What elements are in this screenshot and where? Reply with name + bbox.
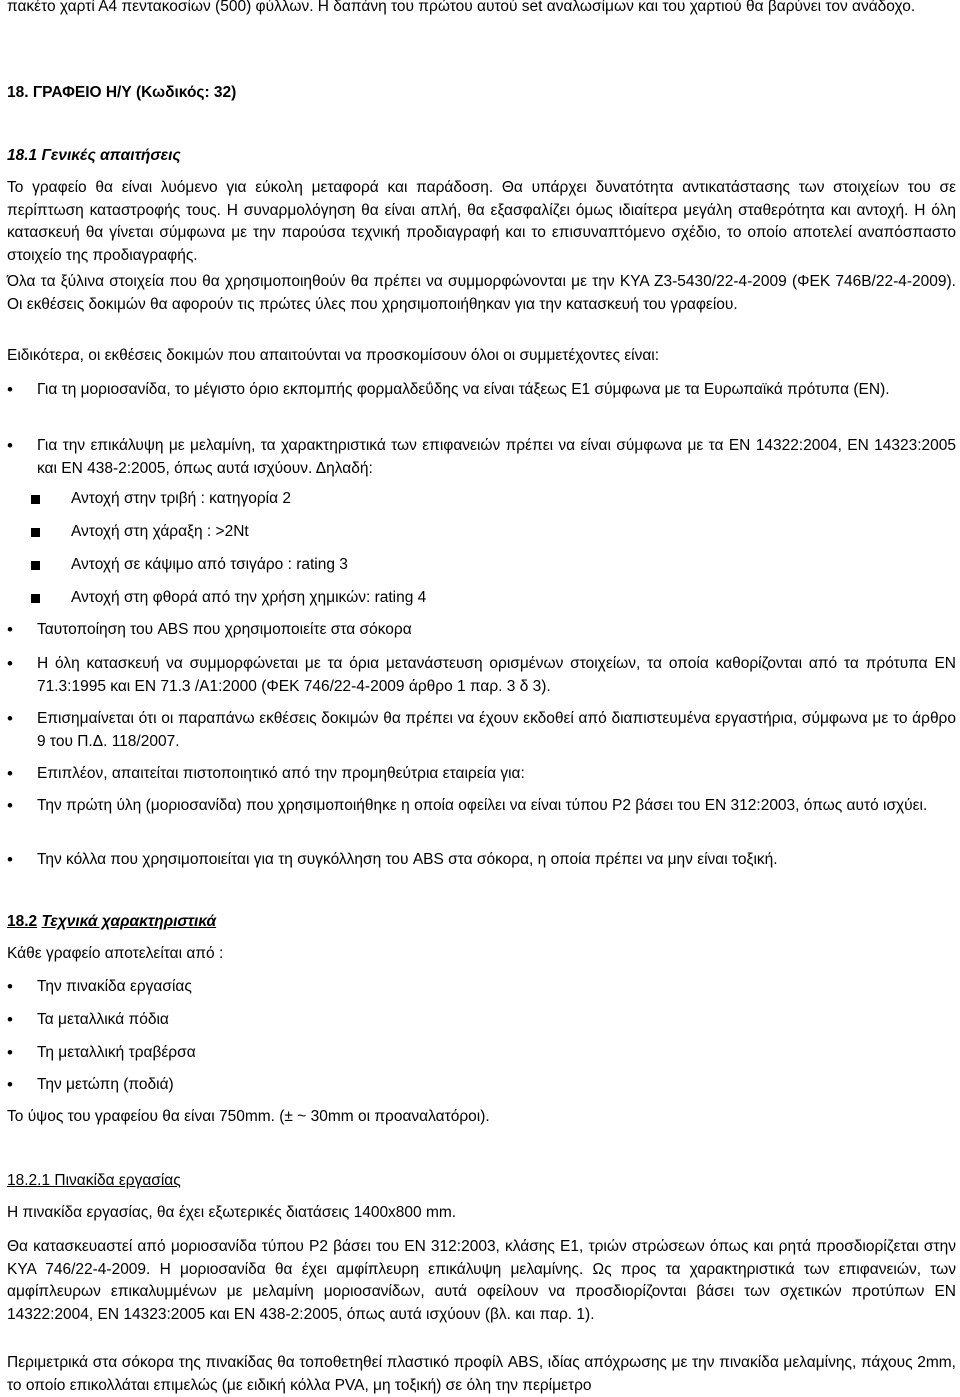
square-bullet-icon — [7, 554, 27, 578]
sub-list-item — [7, 587, 956, 610]
subsection-heading-18-2 — [7, 911, 956, 934]
list-item-text: Την κόλλα που χρησιμοποιείται για τη συγκόλληση του ABS στα σόκορα, η οποία πρέπει να μην είναι τοξική. — [37, 851, 778, 868]
list-item — [7, 849, 956, 872]
sub-list-item-text: Αντοχή στην τριβή : κατηγορία 2 — [71, 490, 291, 507]
list-item-text: Για την επικάλυψη με μελαμίνη, τα χαρακτηριστικά των επιφανειών πρέπει να είναι σύμφωνα με τα ΕΝ 14322:2004, ΕΝ 14323:2005 και ΕΝ 438-2:2005, όπως αυτά ισχύουν. Δηλαδή: — [37, 437, 956, 477]
list-item — [7, 1074, 956, 1097]
list-item — [7, 1042, 956, 1065]
list-item — [7, 653, 956, 699]
list-item — [7, 763, 956, 786]
bullet-icon: • — [7, 850, 13, 869]
bullet-icon: • — [7, 380, 13, 399]
bullet-icon: • — [7, 654, 13, 673]
bullet-icon: • — [7, 709, 13, 728]
intro-paragraph: πακέτο χαρτί Α4 πεντακοσίων (500) φύλλων. Η δαπάνη του πρώτου αυτού set αναλωσίμων και του χαρτιού θα βαρύνει τον ανάδοχο. — [7, 0, 916, 15]
list-item-text: Η όλη κατασκευή να συμμορφώνεται με τα όρια μετανάστευση ορισμένων στοιχείων, τα οποία καθορίζονται από τα πρότυπα ΕΝ 71.3:1995 και ΕΝ 71.3 /Α1:2000 (ΦΕΚ 746/22-4-2009 άρθρο 1 παρ. 3 δ 3). — [37, 655, 956, 695]
list-item-text: Ταυτοποίηση του ABS που χρησιμοποιείτε στα σόκορα — [37, 621, 412, 638]
list-item-text: Επισημαίνεται ότι οι παραπάνω εκθέσεις δοκιμών θα πρέπει να έχουν εκδοθεί από διαπιστευμένα εργαστήρια, σύμφωνα με το άρθρο 9 του Π.Δ. 118/2007. — [37, 710, 956, 750]
list-item — [7, 619, 956, 642]
square-bullet-icon — [7, 488, 27, 512]
sub-list-item-text: Αντοχή σε κάψιμο από τσιγάρο : rating 3 — [71, 556, 348, 573]
subsection-heading-18-2-1: 18.2.1 Πινακίδα εργασίας — [7, 1172, 181, 1189]
bullet-icon: • — [7, 1043, 13, 1062]
general-requirements-paragraph: Το γραφείο θα είναι λυόμενο για εύκολη μεταφορά και παράδοση. Θα υπάρχει δυνατότητα αντικατάστασης των στοιχείων του σε περίπτωση καταστροφής τους. Η συναρμολόγηση θα είναι απλή, θα εξασφαλίζει όμως ιδιαίτερα μεγάλη σταθερότητα και αντοχή. Η όλη κατασκευή θα γίνεται σύμφωνα με την παρούσα τεχνική προδιαγραφή και το επισυναπτόμενο σχέδιο, το οποίο αποτελεί αναπόσπαστο στοιχείο της προδιαγραφής. — [7, 179, 956, 264]
list-item-text: Την μετώπη (ποδιά) — [37, 1076, 174, 1093]
list-item — [7, 435, 956, 481]
list-item-text: Την πινακίδα εργασίας — [37, 978, 192, 995]
sub-list-item — [7, 521, 956, 544]
list-item-text: Τα μεταλλικά πόδια — [37, 1011, 169, 1028]
sub-list-item — [7, 488, 956, 511]
list-item — [7, 795, 956, 841]
desk-consists-paragraph: Κάθε γραφείο αποτελείται από : — [7, 945, 224, 962]
heading-number: 18.2 — [7, 913, 38, 930]
square-bullet-icon — [7, 587, 27, 611]
list-item — [7, 379, 956, 425]
bullet-icon: • — [7, 436, 13, 455]
list-item-text: Τη μεταλλική τραβέρσα — [37, 1044, 196, 1061]
bullet-icon: • — [7, 1075, 13, 1094]
worktop-material-paragraph: Θα κατασκευαστεί από μοριοσανίδα τύπου Ρ2 βάσει του ΕΝ 312:2003, κλάσης Ε1, τριών στρώσεων όπως και ρητά προσδιορίζεται στην ΚΥΑ 746/22-4-2009. Η μοριοσανίδα θα έχει αμφίπλευρη επικάλυψη μελαμίνης. Ως προς τα χαρακτηριστικά των επιφανειών, των αμφίπλευρων επικαλυμμένων με μελαμίνη μοριοσανίδων, αυτά οφείλουν να προσδιορίζονται βάσει των σχετικών προτύπων ΕΝ 14322:2004, ΕΝ 14323:2005 και ΕΝ 438-2:2005, όπως αυτά ισχύουν (βλ. και παρ. 1). — [7, 1238, 956, 1323]
bullet-icon: • — [7, 977, 13, 996]
subsection-heading-18-1: 18.1 Γενικές απαιτήσεις — [7, 147, 181, 164]
sub-list-item — [7, 554, 956, 577]
bullet-icon: • — [7, 796, 13, 815]
list-item — [7, 708, 956, 754]
worktop-dimensions-paragraph: Η πινακίδα εργασίας, θα έχει εξωτερικές διατάσεις 1400x800 mm. — [7, 1204, 457, 1221]
sub-list-item-text: Αντοχή στη χάραξη : >2Nt — [71, 523, 249, 540]
sub-list-item-text: Αντοχή στη φθορά από την χρήση χημικών: rating 4 — [71, 589, 427, 606]
bullet-icon: • — [7, 764, 13, 783]
list-item-text: Επιπλέον, απαιτείται πιστοποιητικό από την προμηθεύτρια εταιρεία για: — [37, 765, 525, 782]
test-reports-paragraph: Ειδικότερα, οι εκθέσεις δοκιμών που απαιτούνται να προσκομίσουν όλοι οι συμμετέχοντες είναι: — [7, 347, 660, 364]
wood-elements-paragraph: Όλα τα ξύλινα στοιχεία που θα χρησιμοποιηθούν θα πρέπει να συμμορφώνονται με την ΚΥΑ Ζ3-5430/22-4-2009 (ΦΕΚ 746Β/22-4-2009). Οι εκθέσεις δοκιμών θα αφορούν τις πρώτες ύλες που χρησιμοποιήθηκαν για την κατασκευή του γραφείου. — [7, 273, 956, 313]
list-item-text: Την πρώτη ύλη (μοριοσανίδα) που χρησιμοποιήθηκε η οποία οφείλει να είναι τύπου Ρ2 βάσει του ΕΝ 312:2003, όπως αυτό ισχύει. — [37, 797, 928, 814]
square-bullet-icon — [7, 521, 27, 545]
bullet-icon: • — [7, 620, 13, 639]
list-item — [7, 976, 956, 999]
heading-text: Τεχνικά χαρακτηριστικά — [41, 913, 217, 930]
list-item — [7, 1009, 956, 1032]
bullet-icon: • — [7, 1010, 13, 1029]
worktop-edge-paragraph: Περιμετρικά στα σόκορα της πινακίδας θα τοποθετηθεί πλαστικό προφίλ ABS, ιδίας απόχρωσης με την πινακίδα μελαμίνης, πάχους 2mm, το οποίο επικολλάται επιμελώς (με ειδική κόλλα PVA, μη τοξική) σε όλη την περίμετρο — [7, 1354, 956, 1394]
desk-height-paragraph: Το ύψος του γραφείου θα είναι 750mm. (± ~ 30mm οι προαναλατόροι). — [7, 1108, 490, 1125]
section-heading-18: 18. ΓΡΑΦΕΙΟ Η/Υ (Κωδικός: 32) — [7, 84, 237, 101]
list-item-text: Για τη μοριοσανίδα, το μέγιστο όριο εκπομπής φορμαλδεΰδης να είναι τάξεως Ε1 σύμφωνα με τα Ευρωπαϊκά πρότυπα (ΕΝ). — [37, 381, 890, 398]
